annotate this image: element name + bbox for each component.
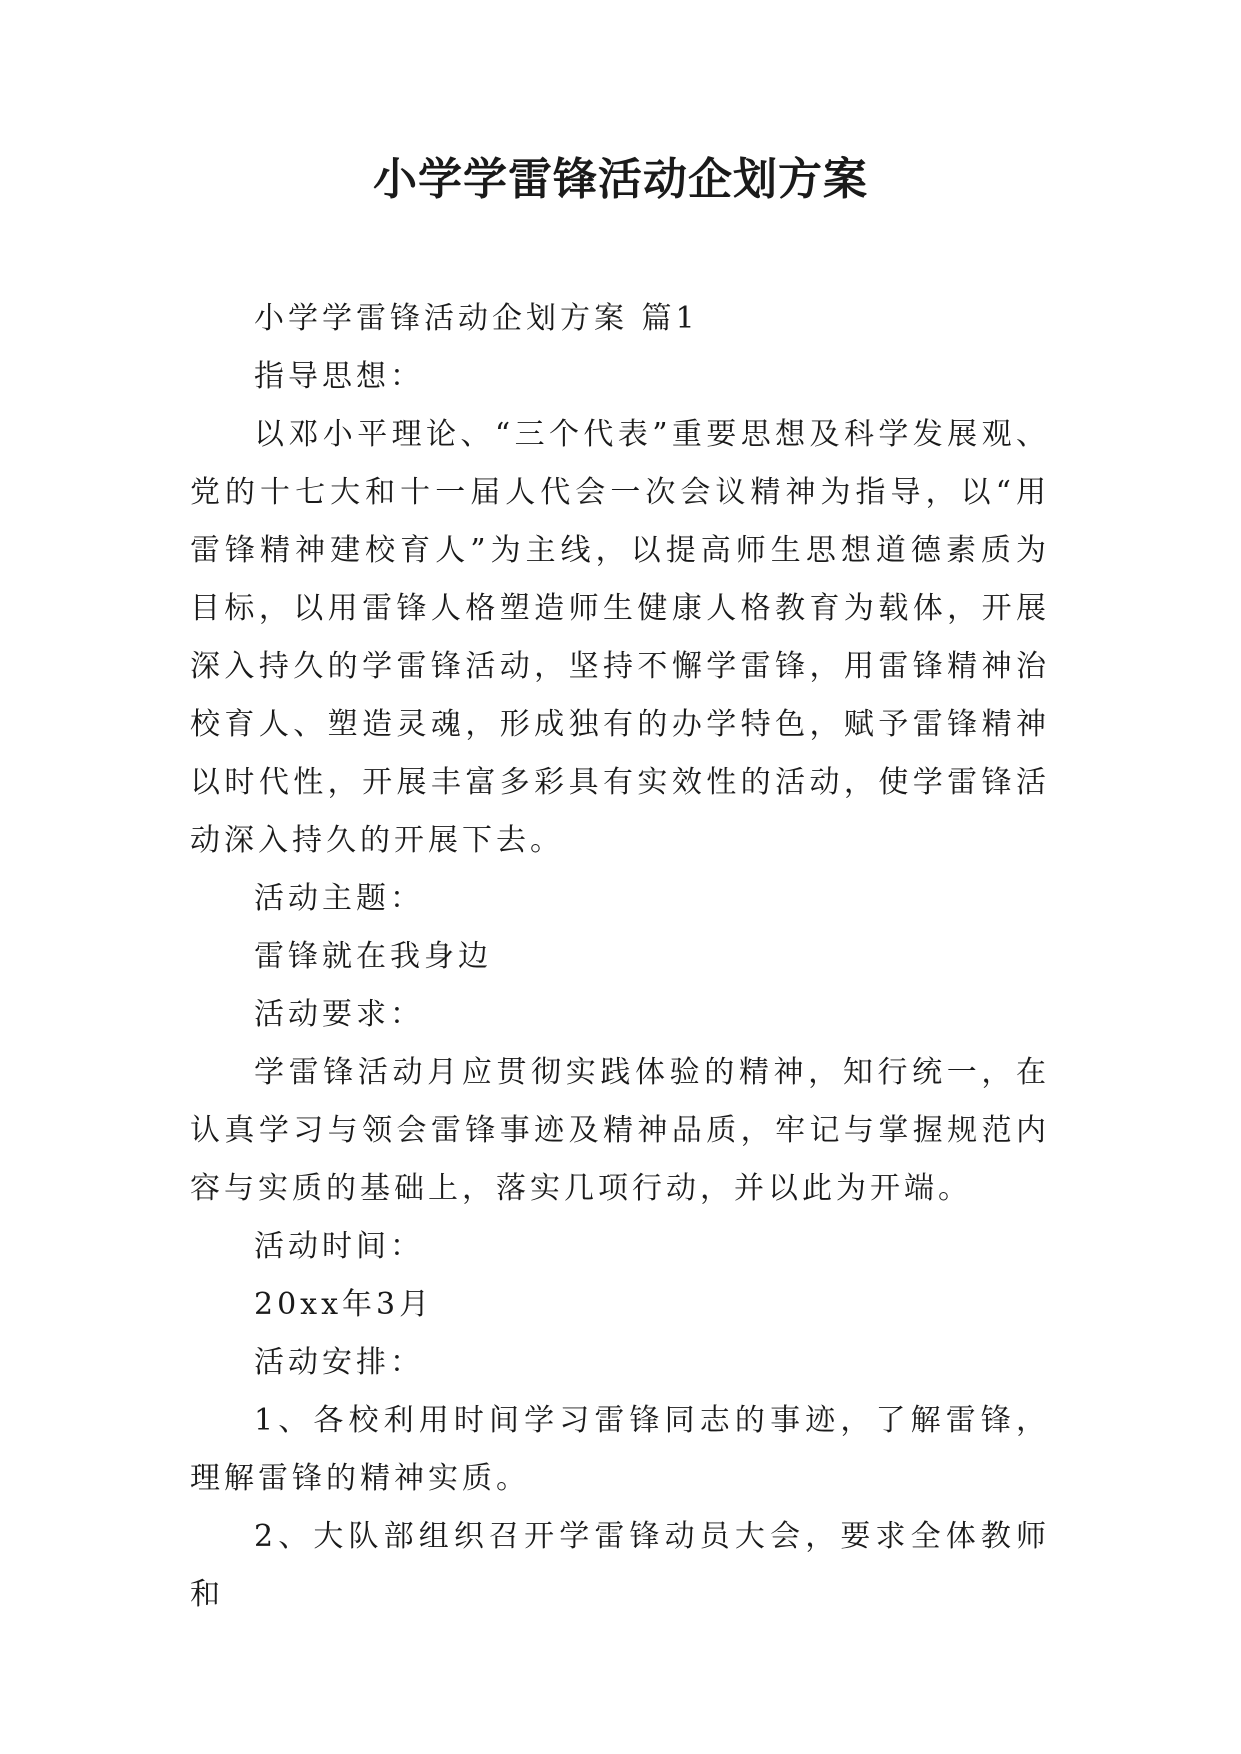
paragraph-label-arrangement: 活动安排：: [254, 1345, 424, 1380]
paragraph-arrangement-item-1: 1、各校利用时间学习雷锋同志的事迹，了解雷锋，理解雷锋的精神实质。: [190, 1403, 1050, 1496]
paragraph-guiding-idea: 以邓小平理论、“三个代表”重要思想及科学发展观、党的十七大和十一届人代会一次会议精神为指导，以“用雷锋精神建校育人”为主线，以提高师生思想道德素质为目标，以用雷锋人格塑造师生健康人格教育为载体，开展深入持久的学雷锋活动，坚持不懈学雷锋，用雷锋精神治校育人、塑造灵魂，形成独有的办学特色，赋予雷锋精神以时代性，开展丰富多彩具有实效性的活动，使学雷锋活动深入持久的开展下去。: [190, 417, 1050, 858]
paragraph-label-theme: 活动主题：: [254, 881, 424, 916]
paragraph-requirements: 学雷锋活动月应贯彻实践体验的精神，知行统一，在认真学习与领会雷锋事迹及精神品质，牢记与掌握规范内容与实质的基础上，落实几项行动，并以此为开端。: [190, 1055, 1050, 1206]
paragraph-theme: 雷锋就在我身边: [254, 939, 492, 974]
paragraph-label-requirements: 活动要求：: [254, 997, 424, 1032]
document-body: [190, 290, 1050, 1624]
section-heading: 小学学雷锋活动企划方案 篇1: [254, 301, 699, 336]
paragraph-label-time: 活动时间：: [254, 1229, 424, 1264]
paragraph-time: 20xx年3月: [254, 1287, 434, 1322]
document-title: 小学学雷锋活动企划方案: [373, 154, 868, 205]
paragraph-label-guiding-idea: 指导思想：: [254, 359, 424, 394]
paragraph-arrangement-item-2: 2、大队部组织召开学雷锋动员大会，要求全体教师和: [190, 1519, 1050, 1612]
